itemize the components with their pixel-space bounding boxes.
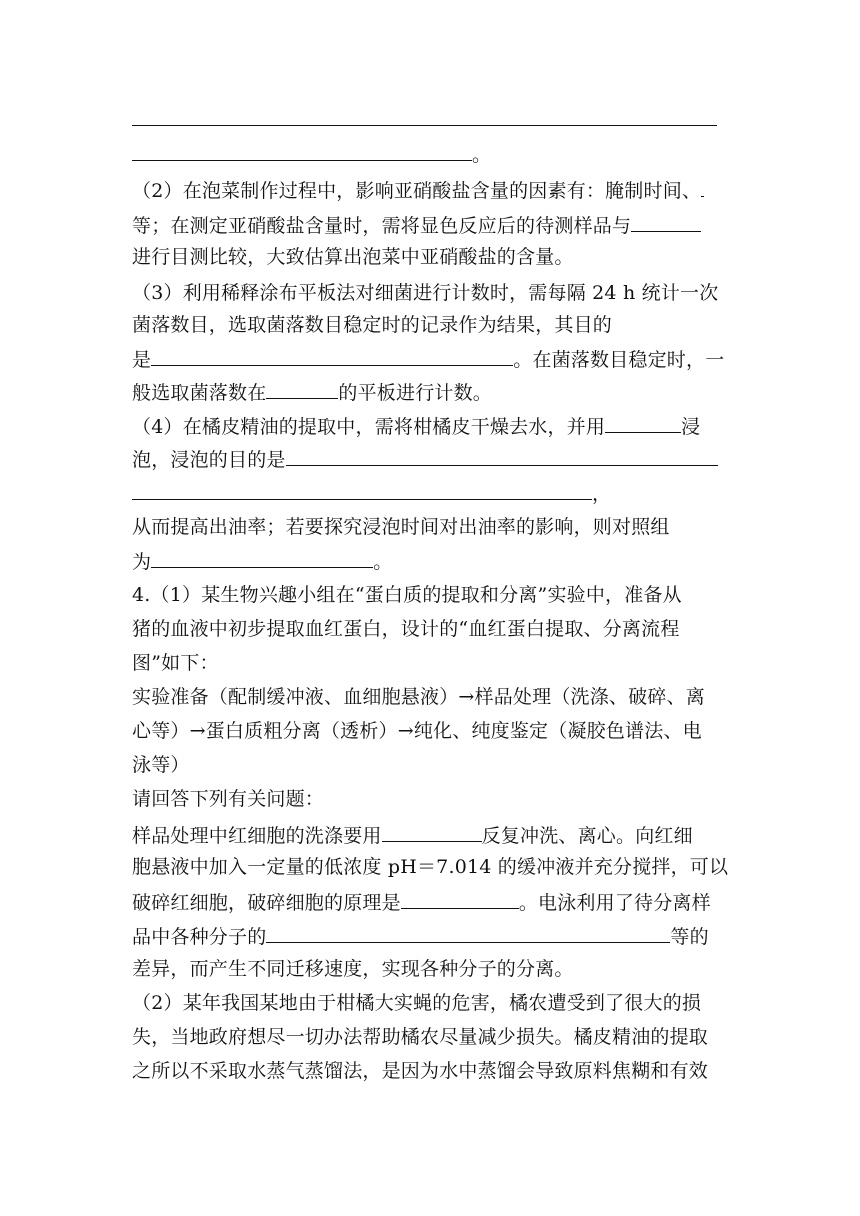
answer-blank (151, 346, 513, 366)
text-line: （2）在泡菜制作过程中，影响亚硝酸盐含量的因素有：腌制时间、 (132, 177, 704, 203)
answer-blank (132, 125, 717, 126)
text-line: 4.（1）某生物兴趣小组在“蛋白质的提取和分离”实验中，准备从 (132, 584, 682, 606)
text-line: 实验准备（配制缓冲液、血细胞悬液）→样品处理（洗涤、破碎、离 (132, 686, 705, 708)
text-line: 进行目测比较，大致估算出泡菜中亚硝酸盐的含量。 (132, 246, 574, 268)
text-line: 般选取菌落数在 的平板进行计数。 (132, 379, 492, 405)
text-line: ， (132, 480, 611, 506)
answer-blank (151, 548, 373, 568)
text-line: 胞悬液中加入一定量的低浓度 pH＝7.014 的缓冲液并充分搅拌，可以 (132, 856, 729, 878)
answer-blank (701, 177, 704, 197)
answer-blank (266, 923, 670, 943)
text-line: 请回答下列有关问题： (132, 788, 325, 810)
text-line: 品中各种分子的 等的 (132, 923, 709, 949)
text-line: （4）在橘皮精油的提取中，需将柑橘皮干燥去水，并用 浸 (132, 413, 700, 439)
text-line: 泳等） (132, 754, 190, 776)
text-line: 样品处理中红细胞的洗涤要用 反复冲洗、离心。向红细 (132, 822, 693, 848)
text-line: 从而提高出油率；若要探究浸泡时间对出油率的影响，则对照组 (132, 516, 670, 538)
text-line: 。 (132, 141, 491, 167)
text-line: （2）某年我国某地由于柑橘大实蝇的危害，橘农遭受到了很大的损 (132, 992, 702, 1014)
text-line: 泡，浸泡的目的是 (132, 446, 718, 472)
answer-blank (286, 446, 718, 466)
answer-blank (382, 822, 482, 842)
answer-blank (631, 212, 701, 232)
text-line: 心等）→蛋白质粗分离（透析）→纯化、纯度鉴定（凝胶色谱法、电 (132, 720, 702, 742)
answer-blank (132, 480, 592, 500)
text-line: （3）利用稀释涂布平板法对细菌进行计数时，需每隔 24 h 统计一次 (132, 282, 719, 304)
text-line: 失，当地政府想尽一切办法帮助橘农尽量减少损失。橘皮精油的提取 (132, 1026, 709, 1048)
answer-blank (266, 379, 338, 399)
text-line: 是 。在菌落数目稳定时，一 (132, 346, 724, 372)
answer-blank (605, 413, 681, 433)
text-line: 差异，而产生不同迁移速度，实现各种分子的分离。 (132, 958, 574, 980)
answer-blank (132, 141, 472, 161)
text-line: 菌落数目，选取菌落数目稳定时的记录作为结果，其目的 (132, 314, 613, 336)
text-line: 破碎红细胞，破碎细胞的原理是 。电泳利用了待分离样 (132, 889, 711, 915)
text-line: 为 。 (132, 548, 392, 574)
text-line: 猪的血液中初步提取血红蛋白，设计的“血红蛋白提取、分离流程 (132, 618, 680, 640)
answer-blank (401, 889, 519, 909)
text-line: 之所以不采取水蒸气蒸馏法，是因为水中蒸馏会导致原料焦糊和有效 (132, 1060, 709, 1082)
text-line: 等；在测定亚硝酸盐含量时，需将显色反应后的待测样品与 (132, 212, 701, 238)
text-line: 图”如下： (132, 652, 219, 674)
